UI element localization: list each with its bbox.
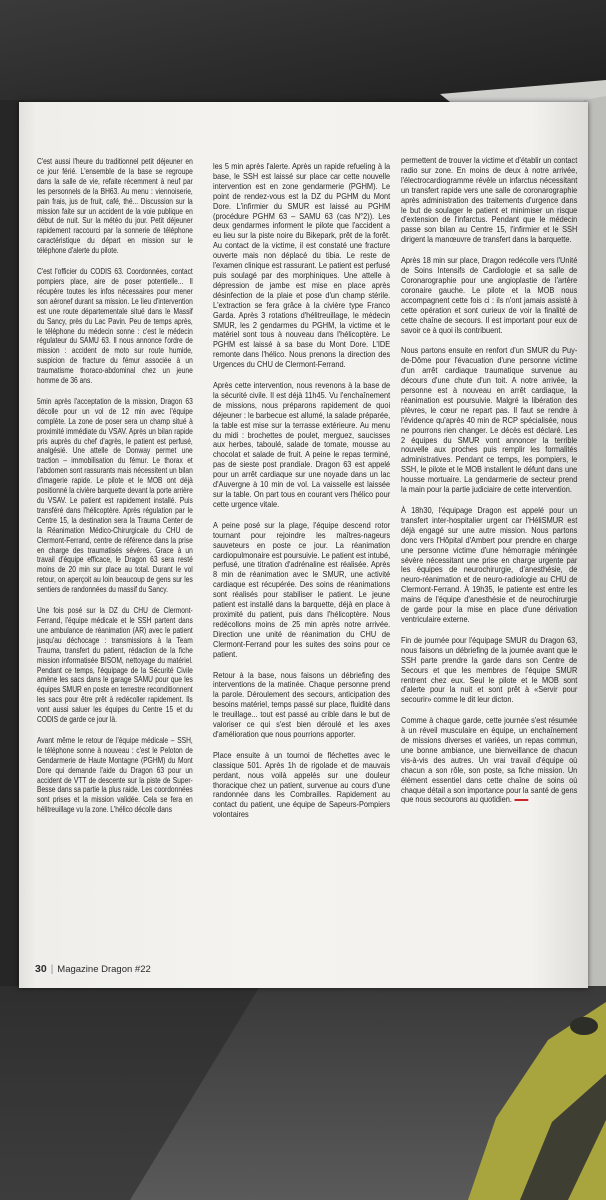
article-paragraph: A peine posé sur la plage, l'équipe descend rotor tournant pour rejoindre les maîtres-nageurs sauveteurs en poste ce jour. La réanimation cardiopulmonaire est poursuivie. Le patient est intubé, perfusé, une titration d'adrénaline est réalisée. Après 8 min de réanimation avec le SMUR, une activité cardiaque est récupérée. Des soins de réanimations sont réalisés pour stabiliser le patient. Le jeune patient est installé dans la barquette, déjà en place à proximité du patient, puis dans l'hélicoptère. Nous redécollons moins de 25 min après notre arrivée. Direction une unité de réanimation du CHU de Clermont-Ferrand pour les suites des soins pour ce patient.	[213, 519, 391, 659]
column-text	[401, 156, 577, 805]
article-paragraph: Une fois posé sur la DZ du CHU de Clermont-Ferrand, l'équipe médicale et le SSH partent dans une ambulance de réanimation (AR) avec le patient jusqu'au déchocage : transmissions à la Team Trauma, transfert du patient, rédaction de la fiche mission informatisée BISOM, nettoyage du matériel. Pendant ce temps, l'équipage de la Sécurité Civile amène les sacs dans le garage SAMU pour que les équipes SMUR en poste en terrestre reconditionnent les sacs pour être prêt à redécoller rapidement. Ils vont aussi saluer les équipes du Centre 15 et du CODIS de garde ce jour là.	[37, 605, 193, 725]
article-column-2	[213, 162, 390, 831]
article-paragraph: Fin de journée pour l'équipage SMUR du Dragon 63, nous faisons un débriefing de la journée avant que le SSH parte prendre la garde dans son Centre de Secours et que les membres de l'équipe SMUR rentrent chez eux. Seul le pilote et le MOB sont d'alerte pour la nuit et sont prêt à «Servir pour secourir» comme le dit leur dicton.	[401, 634, 578, 705]
article-paragraph: les 5 min après l'alerte. Après un rapide refueling à la base, le SSH est laissé sur place car cette nouvelle intervention est en zone gendarmerie (PGHM). Le point de rendez-vous est la DZ du PGHM du Mont Dore. L'infirmier du SMUR est laissé au PGHM (procédure PGHM 63 – SAMU 63 (cas N°2)). Les deux gendarmes informent le pilote que l'accident a eu lieu sur la piste noire du Bikepark, prêt de la forêt. Au contact de la victime, il est constaté une fracture ouverte mais non déplacé du tibia. Le reste de l'examen clinique est rassurant. Le patient est perfusé puis soulagé par des morphiniques. Une attelle à dépression de jambe est mise en place après désinfection de la plaie et pose d'un champ stérile. L'extraction se fera grâce à la civière type Franco Garda. Après 3 rotations d'hélitreuillage, le médecin SMUR, les 2 gendarmes du PGHM, la victime et le matériel sont tous à nouveau dans l'hélicoptère. Le PGHM est laissé à sa base du Mont Dore. L'IDE remonte dans l'hélico. Nous prenons la direction des Urgences du CHU de Clermont-Ferrand.	[213, 161, 391, 370]
page-number: 30	[35, 963, 47, 975]
article-paragraph: À 18h30, l'équipage Dragon est appelé pour un transfert inter-hospitalier urgent car l'HéliSMUR est déjà engagé sur une autre mission. Nous partons donc vers l'Hôpital d'Ambert pour prendre en charge une personne victime d'une hémorragie méningée sévère nécessitant une prise en charge urgente par les équipes de neurochirurgie, d'anesthésie, de neuro-réanimation et de neuro-radiologie au CHU de Clermont-Ferrand. À 19h35, le patiente est entre les mains de l'équipe d'anesthésie et de neurochirurgie de garde pour la mise en place d'une dérivation ventriculaire externe.	[401, 505, 578, 624]
column-text	[213, 162, 390, 820]
article-paragraph: permettent de trouver la victime et d'établir un contact radio sur zone. En moins de deux à notre arrivée, l'électrocardiogramme révèle un infarctus nécessitant un transfert rapide vers une salle de coronarographie après administration des traitements d'urgence dans le but de soulager le patient et minimiser un risque d'extension de l'infarctus. Pendant que le médecin passe son bilan au Centre 15, l'infirmier et le SSH dirigent la manœuvre de transfert dans la barquette.	[401, 155, 578, 245]
article-paragraph: Après cette intervention, nous revenons à la base de la sécurité civile. Il est déjà 11h45. Vu l'enchaînement de missions, nous préparons rapidement de quoi déjeuner : le barbecue est allumé, la salade préparée, la table est mise sur la terrasse extérieure. Au menu du midi : brochettes de poulet, merguez, saucisses aux herbes, taboulé, salade de tomate, mousse au chocolat et salade de fruit. A peine le repas terminé, pas de sieste post prandiale. Dragon 63 est appelé pour un arrêt cardiaque sur une noyade dans un lac d'Auvergne à 10 min de vol. La vaisselle est laissée sur la table. On part tous en courant vers l'hélico pour cette urgence vitale.	[213, 380, 391, 509]
footer-separator: |	[50, 964, 54, 975]
page-footer	[35, 959, 151, 977]
article-paragraph: Après 18 min sur place, Dragon redécolle vers l'Unité de Soins Intensifs de Cardiologie et sa salle de Coronarographie pour une angioplastie de l'artère coronaire gauche. Le pilote et la MOB nous accompagnent cette fois ci : ils n'ont jamais assisté à cette opération et sont curieux de voir la finalité de cette chaîne de secours. Il est important pour eux de savoir ce à quoi ils contribuent.	[401, 255, 578, 335]
article-paragraph: 5min après l'acceptation de la mission, Dragon 63 décolle pour un vol de 12 min avec l'équipe complète. La zone de poser sera un champ situé à proximité immédiate du VSAV. Après un bilan rapide pris auprès du chef d'agrès, le patient est perfusé, analgésié. Une attelle de Donway permet une traction – immobilisation du fémur. Le thorax et l'abdomen sont rassurants mais nécessitent un bilan d'imagerie rapide. Le pilote et le MOB ont déjà positionné la civière barquette devant la porte arrière du VSAV. Le patient est rapidement installé. Puis transféré dans l'hélicoptère. Après régulation par le Centre 15, la destination sera la Trauma Center de la Réanimation Médico-Chirurgicale du CHU de Clermont-Ferrand, centre de référence dans la prise en charge des traumatisés sévères. Grace à un travail d'équipe efficace, le Dragon 63 sera resté moins de 20 min sur place au total. Durant le vol retour, on aperçoit au loin beaucoup de gens sur les sentiers de randonnées du massif du Sancy.	[37, 395, 193, 595]
article-paragraph: C'est aussi l'heure du traditionnel petit déjeuner en ce jour férié. L'ensemble de la base se regroupe dans la salle de vie, refaite récemment à neuf par les personnels de la BH63. Au menu : viennoiserie, pain frais, jus de fruit, café, thé... Discussion sur la mission faite sur un accident de la voie publique en début de nuit. Sur la météo du jour. Petit déjeuner rapidement raccourci par la sonnerie de téléphone caractéristique du départ en mission sur le téléphone d'alerte du pilote.	[37, 156, 193, 256]
article-column-3	[401, 156, 577, 816]
article-paragraph: Avant même le retour de l'équipe médicale – SSH, le téléphone sonne à nouveau : c'est le Peloton de Gendarmerie de Haute Montagne (PGHM) du Mont Dore qui demande l'aide du Dragon 63 pour un accident de VTT de descente sur la piste de Super-Besse dans sa partie la plus raide. Les coordonnées sont prises et la mission validée. Cela se fera en hélitreuillage vu la zone. L'hélico décolle dans	[37, 734, 193, 815]
article-column-1	[37, 157, 193, 826]
paragraph-text: Comme à chaque garde, cette journée s'est résumée à un réveil musculaire en équipe, un enchaînement de missions diverses et variées, un repas commun, une bonne ambiance, une bienveillance de chacun vis-à-vis des autres. Un vrai travail d'équipe où chacun a son rôle, son poste, sa fiche mission. Un élément essentiel dans cette chaîne de soins où chaque détail a son importance pour la santé de gens que nous secourons au quotidien.	[401, 715, 578, 805]
article-paragraph: C'est l'officier du CODIS 63. Coordonnées, contact pompiers place, aire de poser potentielle... Il récupère toutes les infos nécessaires pour mener son aéronef durant sa mission. Le lieu d'intervention est une route départementale situé dans le Massif du Sancy, près du Lac Pavin. Peu de temps après, le téléphone du médecin sonne : c'est le médecin régulateur du SAMU 63. Il nous annonce l'ordre de mission : accident de moto sur route humide, suspicion de fracture du fémur associée à un traumatisme thoraco-abdominal chez un jeune homme de 36 ans.	[37, 266, 193, 386]
bag-buckle	[570, 1017, 598, 1035]
column-text	[37, 157, 193, 815]
article-paragraph: Retour à la base, nous faisons un débriefing des interventions de la matinée. Chaque personne prend la parole. Déroulement des secours, anticipation des besoins matériel, temps passé sur place, fluidité dans le treuillage... tout est passé au crible dans le but de valoriser ce qui s'est bien déroulé et les axes d'amélioration que nous pourrions apporter.	[213, 669, 391, 739]
article-paragraph: Place ensuite à un tournoi de fléchettes avec le classique 501. Après 1h de rigolade et de mauvais perdant, nous voilà appelés sur une douleur thoracique chez un patient, survenue au cours d'une randonnée dans les Combrailles. Rapidement au contact du patient, une équipe de Sapeurs-Pompiers volontaires	[213, 749, 391, 820]
end-mark	[515, 799, 529, 801]
article-paragraph: Nous partons ensuite en renfort d'un SMUR du Puy-de-Dôme pour l'évacuation d'une personne victime d'un arrêt cardiaque traumatique survenue au décours d'une chute d'un toit. A notre arrivée, la personne est à nouveau en arrêt cardiaque, la réanimation est poursuivie. Malgré la libération des plèvres, le cœur ne repart pas. Il faut se rendre à l'évidence qu'après 40 min de RCP spécialisée, nous ne pourrons rien changer. Le décès est déclaré. Les 2 équipes du SMUR vont annoncer la terrible nouvelle aux proches puis remplir les formalités administratives. Pendant ce temps, les pompiers, le SSH, le pilote et le MOB installent le défunt dans une housse mortuaire. La gendarmerie de secteur prend la main pour la partie judiciaire de cette intervention.	[401, 345, 578, 495]
article-paragraph	[401, 716, 577, 805]
magazine-title: Magazine Dragon #22	[57, 964, 151, 975]
